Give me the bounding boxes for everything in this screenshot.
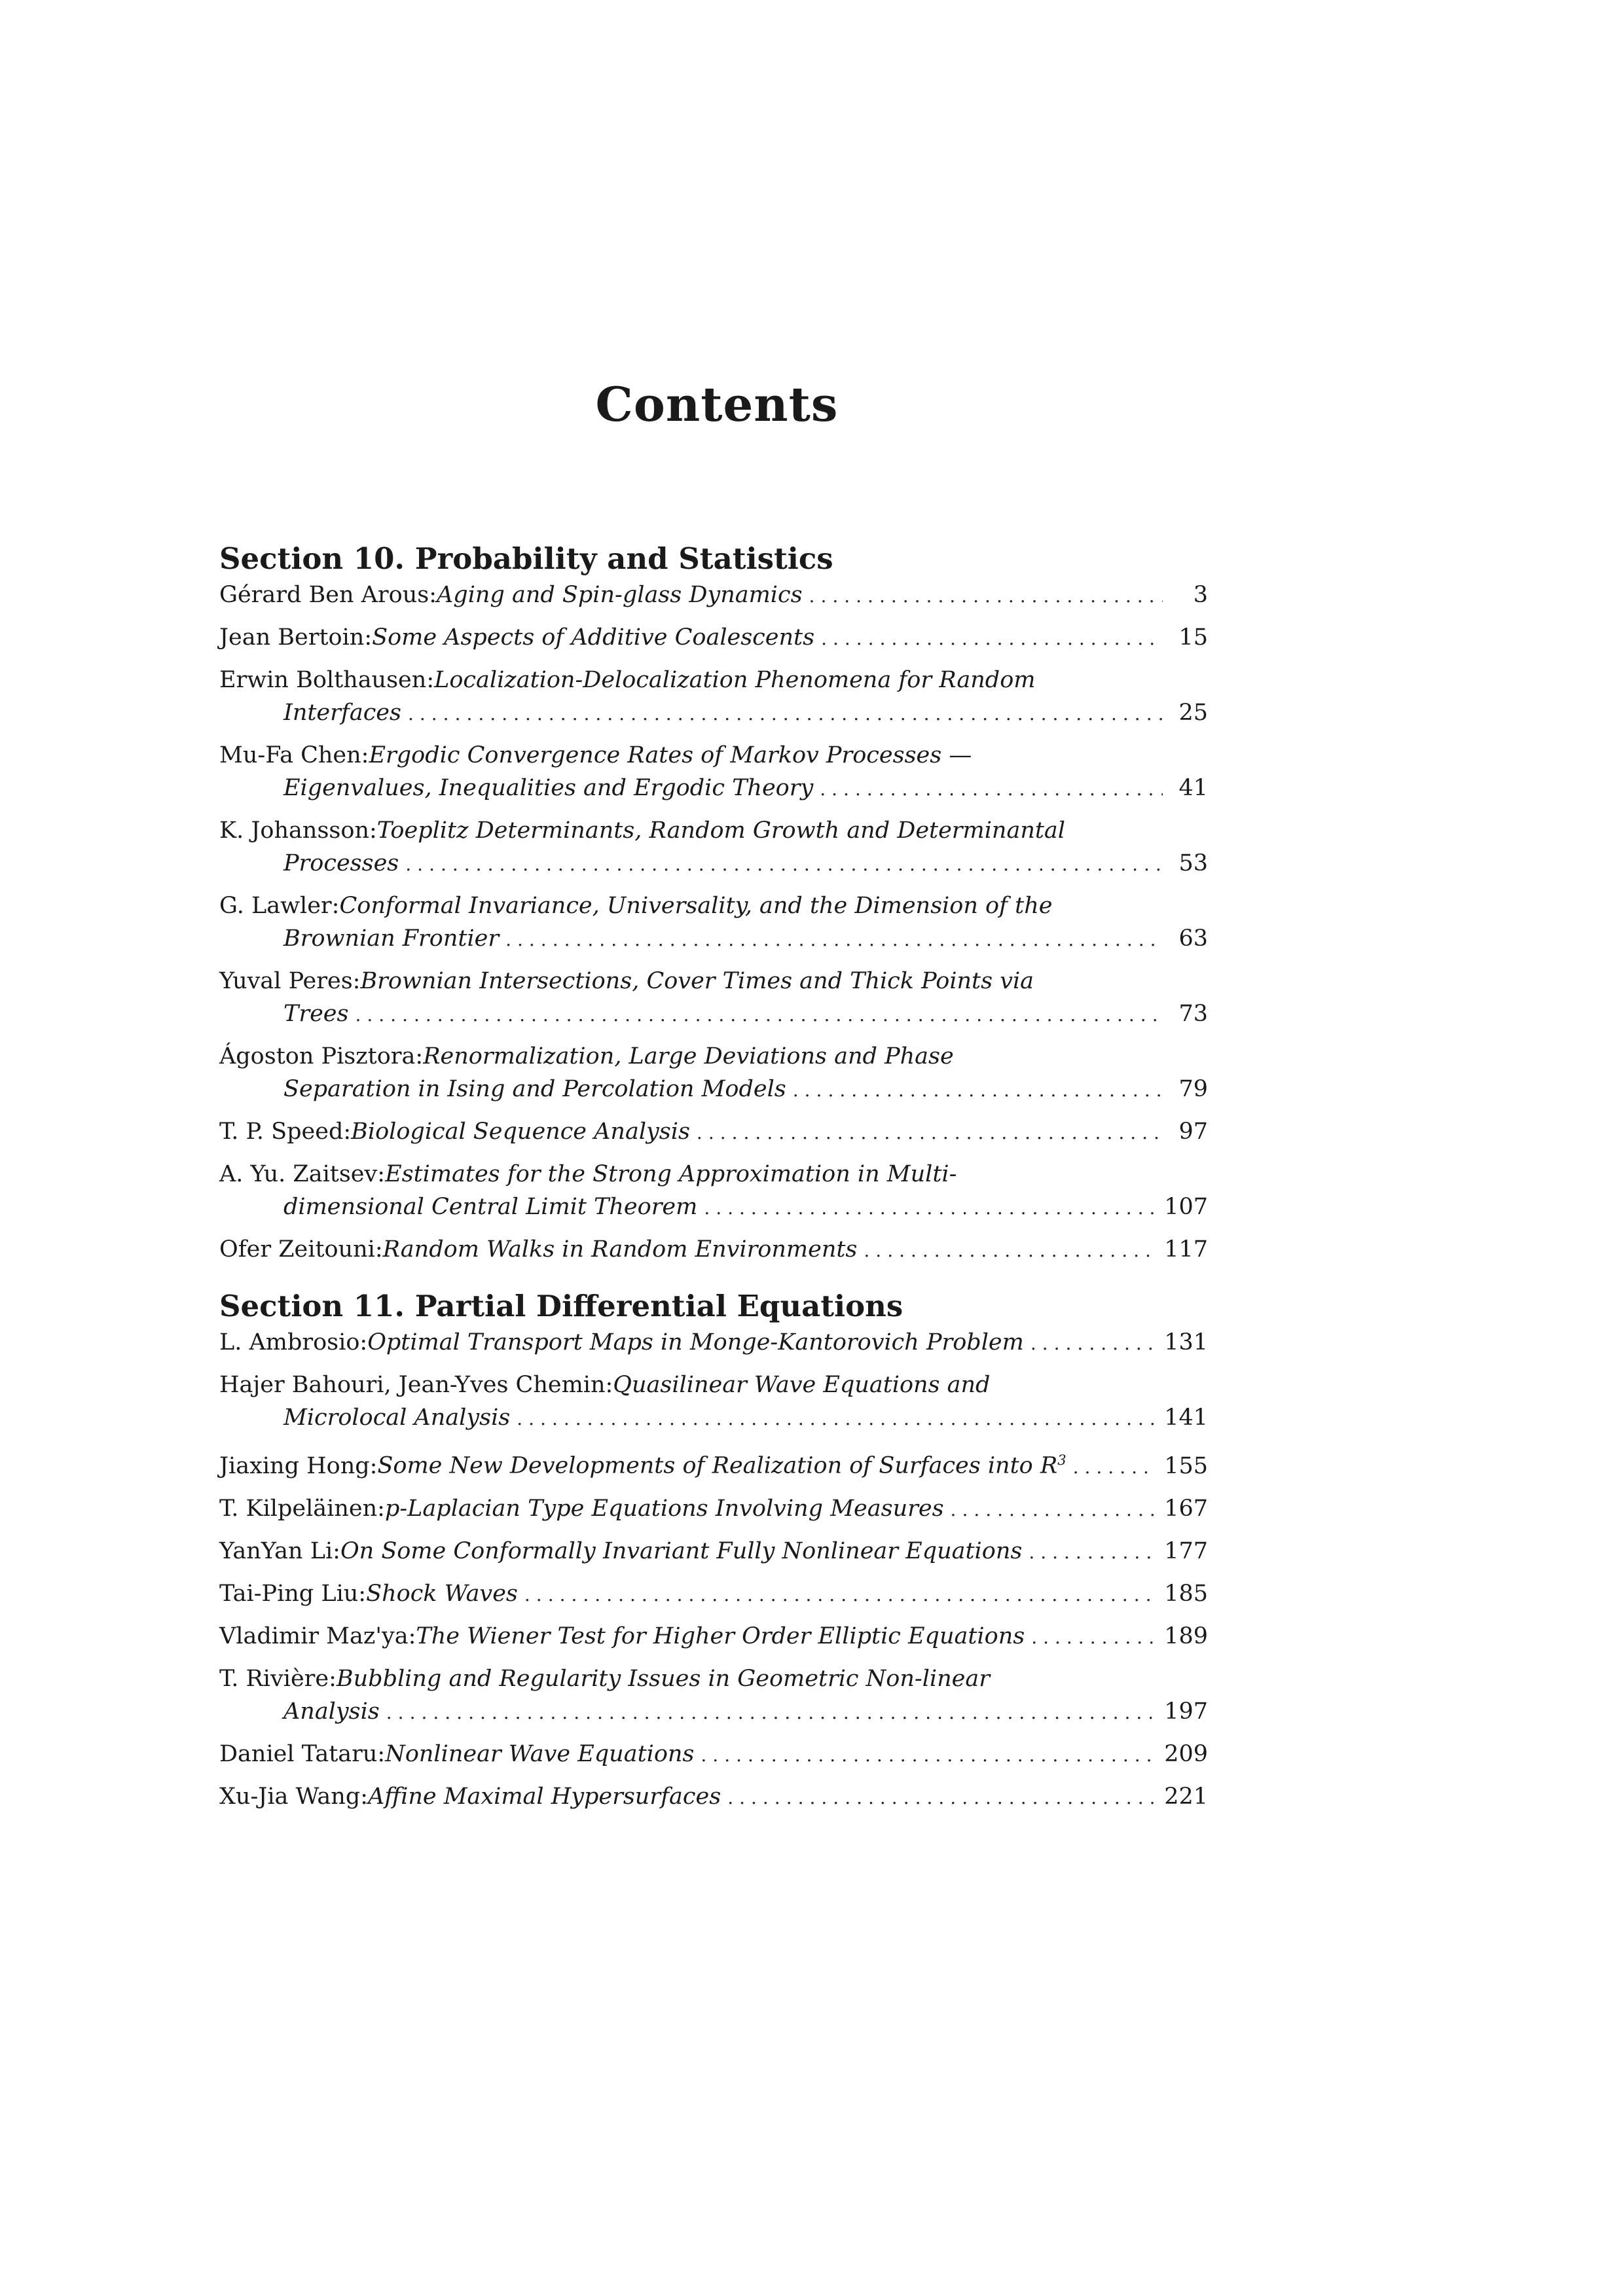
entry-first-line (219, 814, 1208, 847)
dot-leader (524, 1579, 1155, 1611)
page-title: Contents (595, 376, 839, 432)
dot-leader (405, 848, 1163, 881)
entry-title: Aging and Spin-glass Dynamics (437, 582, 803, 608)
entry-author: Ofer Zeitouni: (219, 1236, 383, 1263)
entry-first-line (219, 1577, 1208, 1611)
entry-title-continued: Microlocal Analysis (283, 1405, 511, 1431)
entry-author: Vladimir Maz'ya: (219, 1623, 416, 1649)
entry-first-line (219, 1040, 1208, 1073)
entry-author: Gérard Ben Arous: (219, 582, 437, 608)
entry-title-continued: Processes (283, 850, 399, 876)
entry-first-line (219, 1233, 1208, 1267)
entry-continuation-line (219, 1073, 1208, 1107)
entry-title: Random Walks in Random Environments (382, 1236, 858, 1263)
entry-author: T. P. Speed: (219, 1119, 352, 1145)
entry-title: Optimal Transport Maps in Monge-Kantorovich Problem (367, 1329, 1024, 1355)
entry-author: Daniel Tataru: (219, 1740, 386, 1767)
dot-leader (727, 1782, 1155, 1814)
page-number: 209 (1164, 1740, 1208, 1767)
section-heading: Section 10. Probability and Statistics (219, 541, 833, 576)
entry-title: Brownian Intersections, Cover Times and Thick Points via (360, 968, 1034, 994)
table-of-contents (219, 541, 1208, 1823)
entry-continuation-line (219, 997, 1208, 1031)
entry-author: Hajer Bahouri, Jean-Yves Chemin: (219, 1372, 613, 1398)
page-number: 185 (1164, 1580, 1208, 1607)
entry-title-continued: Separation in Ising and Percolation Models (283, 1076, 786, 1102)
entry-first-line (219, 664, 1208, 696)
page-number: 197 (1164, 1698, 1208, 1725)
toc-entry (219, 1662, 1208, 1729)
entry-title: Renormalization, Large Deviations and Phase (423, 1043, 954, 1069)
toc-entry (219, 1115, 1208, 1149)
toc-entry (219, 1326, 1208, 1360)
toc-entry (219, 1233, 1208, 1267)
toc-entry (219, 1738, 1208, 1772)
entry-author: Jean Bertoin: (219, 624, 373, 651)
dot-leader (951, 1494, 1156, 1526)
entry-title: Some Aspects of Additive Coalescents (372, 624, 815, 651)
dot-leader (820, 773, 1163, 806)
entry-continuation-line (219, 696, 1208, 730)
toc-entry (219, 664, 1208, 730)
entry-first-line (219, 579, 1208, 613)
page-number: 73 (1178, 1001, 1208, 1027)
entry-continuation-line (219, 922, 1208, 956)
toc-entry (219, 1369, 1208, 1435)
entry-first-line (219, 1158, 1208, 1191)
dot-leader (793, 1074, 1163, 1107)
dot-leader (1031, 1621, 1155, 1654)
entry-first-line (219, 1620, 1208, 1654)
toc-entry (219, 1780, 1208, 1814)
entry-title: Biological Sequence Analysis (351, 1119, 690, 1145)
entry-author: T. Rivière: (219, 1665, 337, 1692)
toc-entry (219, 1535, 1208, 1569)
entry-continuation-line (219, 772, 1208, 806)
dot-leader (505, 924, 1163, 956)
page-number: 177 (1164, 1537, 1208, 1564)
entry-author: Jiaxing Hong: (219, 1452, 378, 1479)
page-number: 107 (1164, 1194, 1208, 1220)
entry-first-line (219, 965, 1208, 997)
toc-entry (219, 1158, 1208, 1225)
toc-entry (219, 579, 1208, 613)
toc-entry (219, 621, 1208, 655)
entry-title: Quasilinear Wave Equations and (613, 1372, 991, 1398)
entry-title: The Wiener Test for Higher Order Elliptic Equations (416, 1623, 1025, 1649)
entry-title: Some New Developments of Realization of Surfaces into $R^3$ (377, 1452, 1067, 1479)
dot-leader (1030, 1327, 1155, 1360)
entry-title: Estimates for the Strong Approximation in Multi- (385, 1161, 957, 1187)
dot-leader (809, 580, 1163, 613)
entry-title: Affine Maximal Hypersurfaces (368, 1783, 721, 1810)
dot-leader (701, 1739, 1155, 1772)
toc-entry (219, 814, 1208, 881)
entry-first-line (219, 1662, 1208, 1695)
entry-first-line (219, 1492, 1208, 1526)
page-number: 131 (1164, 1329, 1208, 1355)
entry-first-line (219, 1738, 1208, 1772)
dot-leader (821, 622, 1163, 655)
entry-first-line (219, 1535, 1208, 1569)
page-number: 3 (1193, 582, 1208, 608)
entry-author: Mu-Fa Chen: (219, 742, 369, 768)
section-heading: Section 11. Partial Differential Equations (219, 1289, 903, 1323)
entry-first-line (219, 1326, 1208, 1360)
entry-author: K. Johansson: (219, 817, 377, 844)
toc-entry (219, 739, 1208, 806)
entry-author: T. Kilpeläinen: (219, 1495, 385, 1522)
entry-title: On Some Conformally Invariant Fully Nonlinear Equations (340, 1537, 1023, 1564)
page-number: 221 (1164, 1783, 1208, 1810)
entry-first-line (219, 1369, 1208, 1401)
entry-author: Xu-Jia Wang: (219, 1783, 369, 1810)
page-number: 155 (1164, 1452, 1208, 1479)
toc-entry (219, 1492, 1208, 1526)
page-number: 79 (1178, 1076, 1208, 1102)
entry-title-continued: Analysis (283, 1698, 380, 1725)
dot-leader (864, 1234, 1155, 1267)
page-number: 189 (1164, 1623, 1208, 1649)
entry-first-line (219, 1444, 1208, 1484)
dot-leader (517, 1403, 1155, 1435)
entry-author: G. Lawler: (219, 893, 340, 919)
toc-section (219, 1288, 1208, 1814)
entry-title: Localization-Delocalization Phenomena for Random (434, 667, 1036, 693)
dot-leader (1029, 1536, 1155, 1569)
entry-title-continued: Eigenvalues, Inequalities and Ergodic Theory (283, 775, 814, 801)
dot-leader (697, 1117, 1163, 1149)
page-number: 25 (1178, 700, 1208, 726)
page-number: 41 (1178, 775, 1208, 801)
entry-continuation-line (219, 1191, 1208, 1225)
entry-author: Yuval Peres: (219, 968, 361, 994)
page-number: 117 (1164, 1236, 1208, 1263)
toc-entry (219, 965, 1208, 1031)
entry-title: Bubbling and Regularity Issues in Geometric Non-linear (336, 1665, 990, 1692)
entry-first-line (219, 889, 1208, 922)
entry-title: Toeplitz Determinants, Random Growth and Determinantal (376, 817, 1065, 844)
entry-author: L. Ambrosio: (219, 1329, 368, 1355)
dot-leader (386, 1696, 1155, 1729)
dot-leader (1073, 1451, 1156, 1484)
dot-leader (408, 698, 1163, 730)
entry-author: A. Yu. Zaitsev: (219, 1161, 386, 1187)
entry-title-continued: dimensional Central Limit Theorem (283, 1194, 698, 1220)
entry-continuation-line (219, 1695, 1208, 1729)
page-number: 167 (1164, 1495, 1208, 1522)
entry-first-line (219, 1780, 1208, 1814)
entry-title: Ergodic Convergence Rates of Markov Processes — (369, 742, 972, 768)
entry-continuation-line (219, 1401, 1208, 1435)
toc-entry (219, 1620, 1208, 1654)
page-number: 97 (1178, 1119, 1208, 1145)
entry-title: Nonlinear Wave Equations (385, 1740, 695, 1767)
entry-first-line (219, 739, 1208, 772)
entry-author: Tai-Ping Liu: (219, 1580, 367, 1607)
entry-first-line (219, 621, 1208, 655)
page-number: 15 (1178, 624, 1208, 651)
entry-title: Conformal Invariance, Universality, and the Dimension of the (339, 893, 1053, 919)
page-number: 141 (1164, 1405, 1208, 1431)
entry-title-continued: Brownian Frontier (283, 925, 500, 952)
entry-title-continued: Trees (283, 1001, 349, 1027)
entry-title: p-Laplacian Type Equations Involving Measures (384, 1495, 944, 1522)
entry-author: YanYan Li: (219, 1537, 340, 1564)
entry-first-line (219, 1115, 1208, 1149)
dot-leader (355, 999, 1163, 1031)
toc-section (219, 541, 1208, 1267)
superscript: 3 (1057, 1452, 1067, 1468)
entry-title: Shock Waves (366, 1580, 518, 1607)
page-number: 63 (1178, 925, 1208, 952)
entry-title-continued: Interfaces (283, 700, 401, 726)
toc-entry (219, 1444, 1208, 1484)
entry-author: Erwin Bolthausen: (219, 667, 435, 693)
dot-leader (704, 1192, 1155, 1225)
toc-entry (219, 1040, 1208, 1107)
toc-entry (219, 1577, 1208, 1611)
page-number: 53 (1178, 850, 1208, 876)
entry-continuation-line (219, 847, 1208, 881)
toc-entry (219, 889, 1208, 956)
entry-author: Ágoston Pisztora: (219, 1043, 424, 1069)
